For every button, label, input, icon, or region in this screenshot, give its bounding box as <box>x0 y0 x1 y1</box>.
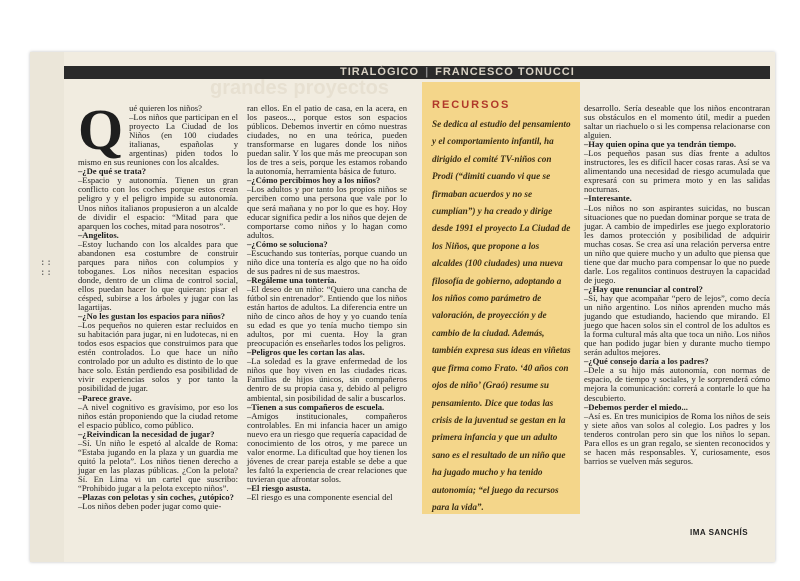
interview-answer: –Dele a su hijo más autonomía, con normas de espacio, de tiempo y sociales, y le sorprenderá cómo mejora la comunicación: correrá a contarle lo que ha descubierto. <box>584 365 770 403</box>
interview-question: –¿Reivindican la necesidad de jugar? <box>78 428 215 439</box>
interview-question: –Tienen a sus compañeros de escuela. <box>247 401 385 412</box>
section-name: TIRALÓGICO <box>340 66 420 78</box>
interview-answer: –Los adultos y por tanto los propios niños se perciben como una persona que vale por lo que será mañana y no por lo que es hoy. Hoy educar significa pedir a los niños que dejen de comportarse como niños y lo hagan como adultos. <box>247 184 407 240</box>
interview-question: –¿De qué se trata? <box>78 166 147 177</box>
interview-answer: –Así es. En tres municipios de Roma los niños de seis y siete años van solos al colegio. Los padres y los tenderos controlan pero sin que los niños lo sepan. Para ellos es un gran regalo, se sienten reconocidos y se hacen más responsables. Y, curiosamente, esos barrios se vuelven más seguros. <box>584 410 770 466</box>
header-separator: | <box>425 66 430 78</box>
drop-cap: Q <box>78 97 124 162</box>
article-column-4 <box>584 104 770 466</box>
interview-question: –¿Cómo se soluciona? <box>247 238 328 249</box>
interview-question: –¿No les gustan los espacios para niños? <box>78 311 226 322</box>
interview-question: –Plazas con pelotas y sin coches, ¿utópico? <box>78 492 234 503</box>
interview-question: –Peligros que les cortan las alas. <box>247 347 365 358</box>
interview-answer: ué quieren los niños? <box>129 103 202 113</box>
clipping-margin <box>30 52 64 562</box>
recursos-body: Se dedica al estudio del pensamiento y el comportamiento infantil, ha dirigido el comité TV-niños con Prodi (“dimiti cuando vi que se firmaban acuerdos y no se cumplían”) y ha creado y dirige desde 1991 el proyecto La Ciudad de los Niños, que propone a los alcaldes (100 ciudades) una nueva filosofía de gobierno, adoptando a los niños como parámetro de valoración, de proyección y de cambio de la ciudad. Además, también expresa sus ideas en viñetas que firma como Frato. ‘40 años con ojos de niño’ (Graó) resume su pensamiento. Dice que todas las crisis de la juventud se gestan en la primera infancia y que un adulto sano es el resultado de un niño que ha jugado mucho y ha tenido autonomía; “el juego da recursos para la vida”. <box>432 119 571 512</box>
column-1-body <box>78 97 238 512</box>
interview-answer: –Estoy luchando con los alcaldes para que abandonen esa costumbre de construir parques para niños con columpios y toboganes. Los niños necesitan espacios donde, dentro de un clima de control social, ellos puedan hacer lo que quieran: pisar el césped, subirse a los árboles y jugar con las lagartijas. <box>78 238 238 313</box>
interview-question: –Regáleme una tontería. <box>247 274 337 285</box>
interview-question: –¿Cómo percibimos hoy a los niños? <box>247 175 381 186</box>
interview-answer: –Amigos institucionales, compañeros controlables. En mi infancia hacer un amigo nuevo era un riesgo que requería capacidad de conocimiento de los otros, y me parece un valor enorme. La dificultad que hoy tienen los jóvenes de crear pareja estable se debe a que les faltó la experiencia de crear relaciones que tuvieran que afrontar solos. <box>247 410 407 484</box>
interview-answer: –El riesgo es una componente esencial del <box>247 492 393 503</box>
interview-question: –Angelitos. <box>78 229 119 240</box>
interview-answer: desarrollo. Sería deseable que los niños encontraran sus obstáculos en el momento útil, medir a pueden saltar un riachuelo o si les compensa relacionarse con alguien. <box>584 103 770 141</box>
interview-answer: –Escuchando sus tonterías, porque cuando un niño dice una tontería es algo que no ha oído de sus padres ni de sus maestros. <box>247 247 407 276</box>
interview-question: –Debemos perder el miedo... <box>584 401 688 412</box>
interview-answer: –Espacio y autonomía. Tienen un gran conflicto con los coches porque estos crean peligro y y el peligro impide su autonomía. Unos niños italianos propusieron a un alcalde de dividir el espacio: “Mitad para que aparquen los coches, mitad para nosotros”. <box>78 175 238 231</box>
interview-answer: –Sí. Un niño le espetó al alcalde de Roma: “Estaba jugando en la plaza y un guardia me quitó la pelota”. Los niños tienen derecho a jugar en las plazas públicas. ¿Con la pelota? Sí. En Lima vi un cartel que suscribo: “Prohibido jugar a la pelota excepto niños”. <box>78 437 238 493</box>
byline: IMA SANCHÍS <box>690 528 749 537</box>
ghost-headline: grandes proyectos <box>210 77 389 99</box>
column-2-body <box>247 104 407 502</box>
interview-question: –Hay quien opina que ya tendrán tiempo. <box>584 139 737 150</box>
interview-answer: –El deseo de un niño: “Quiero una cancha de fútbol sin entrenador”. Entiendo que los niños están hartos de adultos. La diferencia entre un niño de cinco años de hoy y yo cuando tenía su edad es que yo tenía mucho tiempo sin adultos, por mi cuenta. Hoy la gran preocupación es enseñarles todos los peligros. <box>247 283 407 349</box>
interview-answer: ran ellos. En el patio de casa, en la acera, en los paseos..., porque estos son espacios públicos. Debemos invertir en cómo nuestras ciudades, no en una teórica, pueden transformarse en lugares donde los niños puedan salir. Y los que más me preocupan son los de tres a seis, porque les estamos robando la autonomía, herramienta básica de futuro. <box>247 103 407 177</box>
interview-answer: –A nivel cognitivo es gravísimo, por eso los niños están proponiendo que la ciudad retome el espacio público, como público. <box>78 401 238 430</box>
interview-question: –¿Qué consejo daría a los padres? <box>584 356 709 367</box>
interview-answer: –Los pequeños no quieren estar recluidos en su habitación para jugar, ni en ludotecas, ni en todos esos espacios que construimos para que estén controlados. Lo que hace un niño controlado por un adulto es distinto de lo que hace solo. Están perdiendo esa posibilidad de vivir experiencias solos y por tanto la posibilidad de jugar. <box>78 320 238 394</box>
interview-answer: –Sí, hay que acompañar “pero de lejos”, como decía un niño argentino. Los niños aprenden mucho más jugando que estudiando, haciendo que mirando. El juego que hacen solos sin el control de los adultos es la forma cultural más alta que toca un niño. Los niños que han podido jugar bien y durante mucho tiempo serán adultos mejores. <box>584 292 770 358</box>
interview-answer: –La soledad es la grave enfermedad de los niños que hoy viven en las ciudades ricas. Familias de hijos únicos, sin compañeros dentro de su propia casa y, debido al peligro ambiental, sin posibilidad de salir a buscarlos. <box>247 356 407 403</box>
interview-answer: –Los niños no son aspirantes suicidas, no buscan situaciones que no puedan dominar porque se trata de jugar. A cambio de impedirles ese juego exploratorio les damos protección y posibilidad de adquirir muchas cosas. Se crea así una relación perversa entre un niño que quiere mucho y un adulto que piensa que tiene que dar mucho para compensar lo que no puede darle. Los regalitos continuos destruyen la capacidad de juego. <box>584 202 770 285</box>
binder-holes: :: :: <box>40 258 53 278</box>
article-column-1 <box>78 97 238 512</box>
interview-answer: –Los niños que participan en el proyecto La Ciudad de los Niños (en 100 ciudades italianas, españolas y argentinas) piden todos lo mismo en sus reuniones con los alcaldes. <box>78 112 238 168</box>
column-4-body <box>584 104 770 466</box>
article-column-2 <box>247 104 407 502</box>
interview-question: –Interesante. <box>584 193 632 204</box>
interview-question: –Parece grave. <box>78 392 132 403</box>
interview-question: –El riesgo asusta. <box>247 482 311 493</box>
author-name: FRANCESCO TONUCCI <box>435 66 575 78</box>
interview-answer: –Los pequeños pasan sus días frente a adultos instructores, les es difícil hacer cosas raras. Así se va alimentando una necesidad de riesgo acumulada que expresará con su primera moto y en las salidas nocturnas. <box>584 148 770 195</box>
interview-question: –¿Hay que renunciar al control? <box>584 283 703 294</box>
recursos-title: RECURSOS <box>432 99 511 111</box>
interview-answer: –Los niños deben poder jugar como quie- <box>78 501 222 512</box>
